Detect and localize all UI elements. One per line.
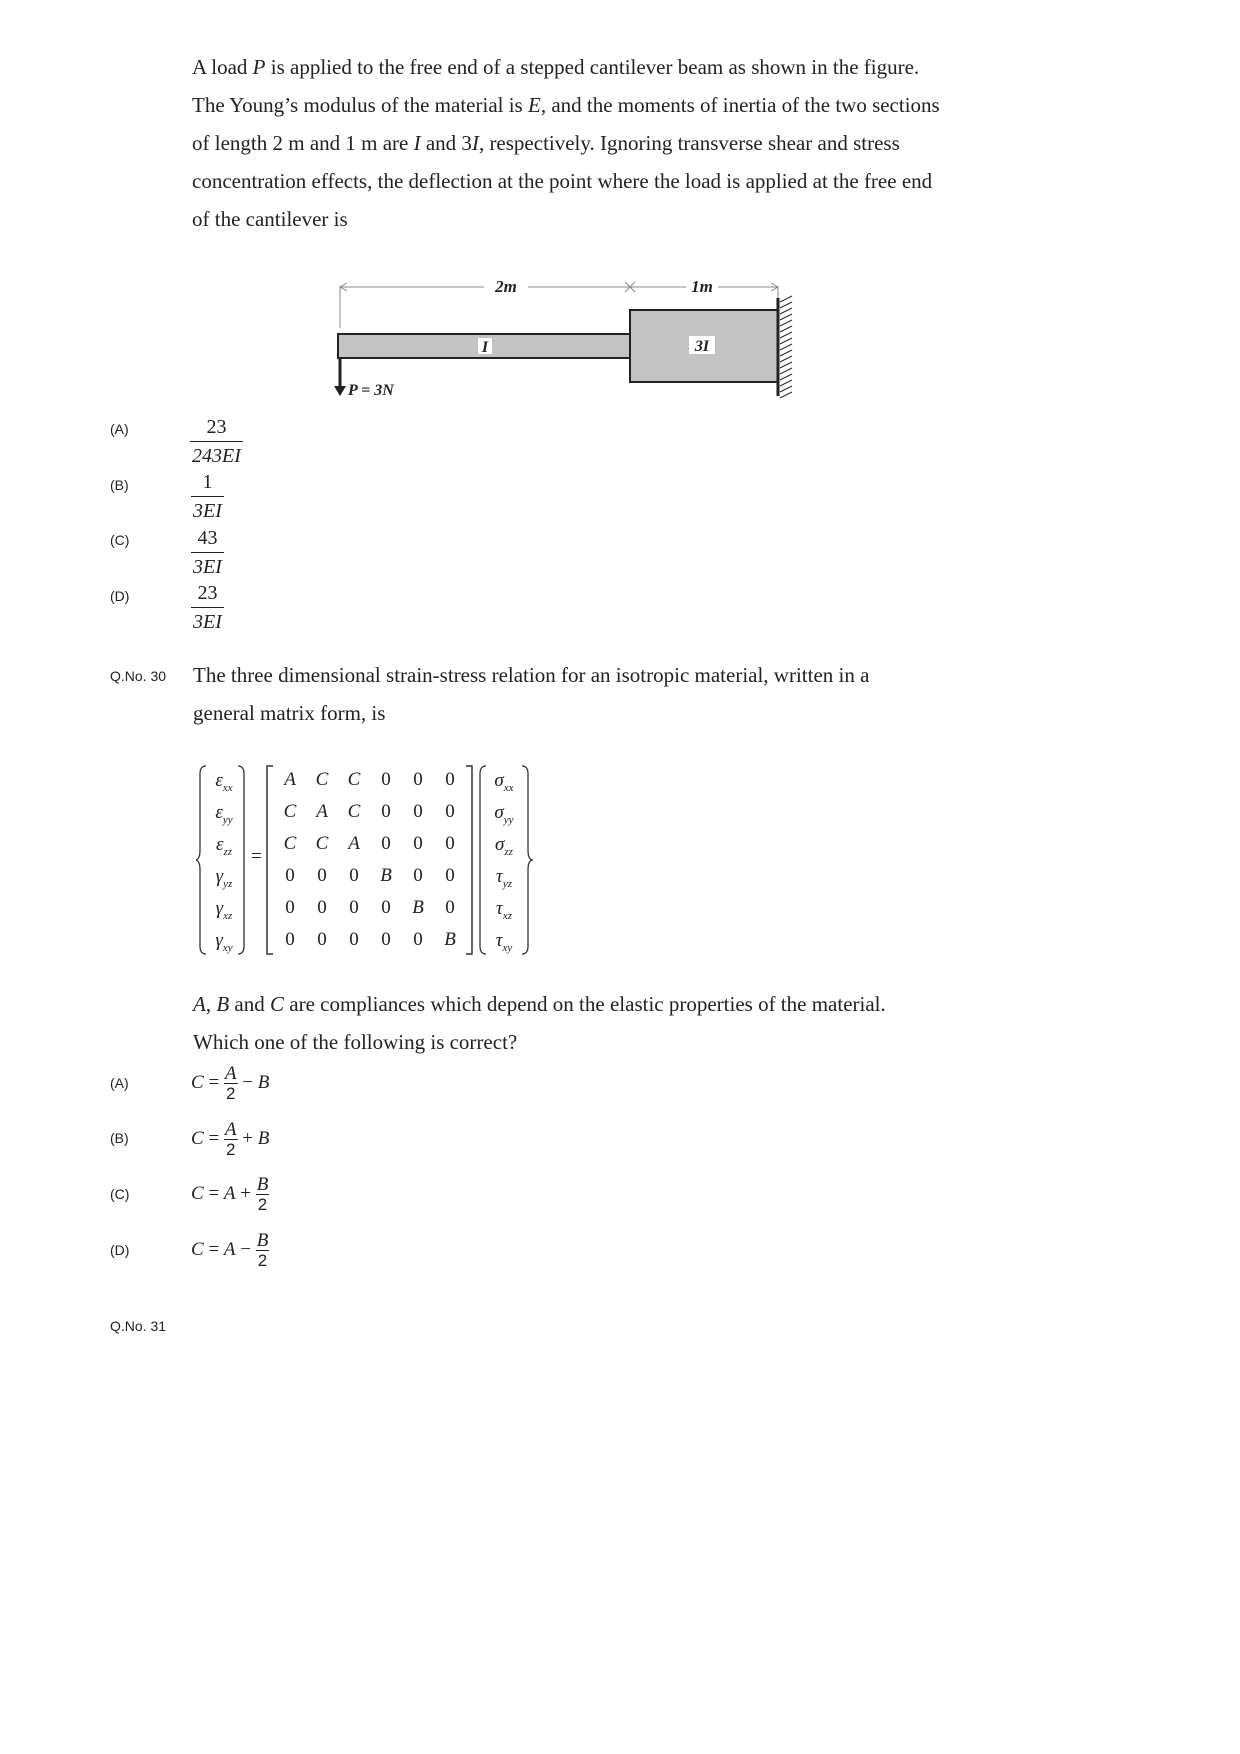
stress-vector	[484, 765, 524, 957]
matrix-row	[274, 796, 466, 828]
matrix-cell: 0	[381, 897, 391, 918]
matrix-cell: C	[347, 801, 361, 822]
q30-intro: The three dimensional strain-stress relation for an isotropic material, written in a general matrix form, is	[193, 663, 870, 725]
q30-option-a-label[interactable]: (A)	[110, 1075, 129, 1091]
matrix-row	[274, 828, 466, 860]
dim-label-1m: 1m	[691, 277, 713, 296]
matrix-cell: 0	[381, 833, 391, 854]
q31-number: Q.No. 31	[110, 1318, 167, 1334]
strain-component: $\varepsilon_{yy}$	[215, 802, 233, 826]
var-C: C	[269, 992, 284, 1016]
matrix-cell: 0	[413, 865, 423, 886]
matrix-cell: 0	[381, 769, 391, 790]
stress-component: $\tau_{yz}$	[496, 866, 512, 890]
load-label: P = 3N	[348, 382, 394, 399]
q29-text-part: and 3	[420, 131, 472, 155]
matrix-cell: A	[316, 801, 328, 822]
q29-option-b-label[interactable]: (B)	[110, 477, 129, 493]
dim-label-2m: 2m	[495, 277, 517, 296]
fraction-numerator: 1	[202, 471, 213, 493]
matrix-cell: 0	[317, 865, 327, 886]
q30-option-b-expr[interactable]: C = $\frac{A}{2}$ + B	[191, 1119, 270, 1159]
text-part: ,	[205, 992, 217, 1016]
q30-option-c-label[interactable]: (C)	[110, 1186, 130, 1202]
matrix-cell: 0	[445, 769, 455, 790]
q30-option-d-expr[interactable]: C = A − $\frac{B}{2}$	[191, 1230, 269, 1270]
q29-text-part: , and the moments of inertia of the two sections of length 2 m and 1 m are	[192, 93, 940, 155]
q29-text-var: I	[413, 131, 421, 155]
strain-component: $\gamma_{yz}$	[215, 866, 233, 890]
matrix-row	[274, 764, 466, 796]
q29-text-var: P	[252, 55, 266, 79]
fraction-denominator: 243EI	[190, 441, 243, 467]
var-A: A	[193, 992, 206, 1016]
strain-vector	[204, 765, 244, 957]
matrix-cell: 0	[285, 897, 295, 918]
compliance-matrix	[274, 764, 466, 956]
matrix-cell: B	[380, 865, 392, 886]
fraction-denominator: 3EI	[191, 496, 224, 522]
matrix-row	[274, 860, 466, 892]
matrix-row	[274, 924, 466, 956]
load-arrow-icon	[334, 386, 346, 396]
fraction-numerator: 43	[197, 527, 218, 549]
matrix-row	[274, 892, 466, 924]
cantilever-figure	[330, 268, 800, 418]
matrix-cell: 0	[349, 897, 359, 918]
fraction-denominator: 3EI	[191, 552, 224, 578]
matrix-cell: C	[283, 801, 297, 822]
q29-text-part: A load	[192, 55, 253, 79]
matrix-cell: 0	[317, 897, 327, 918]
matrix-cell: 0	[445, 897, 455, 918]
q29-option-d-label[interactable]: (D)	[110, 588, 130, 604]
section-label-I: I	[481, 339, 489, 356]
matrix-cell: 0	[413, 769, 423, 790]
matrix-cell: C	[315, 833, 329, 854]
matrix-right-bracket-icon	[466, 766, 472, 954]
section-label-3I: 3I	[694, 338, 710, 355]
fraction-denominator: 3EI	[191, 607, 224, 633]
matrix-cell: 0	[285, 865, 295, 886]
q30-after-text	[193, 985, 953, 1023]
stress-component: $\tau_{xz}$	[496, 898, 512, 922]
strain-component: $\gamma_{xz}$	[215, 898, 233, 922]
q29-option-d-fraction[interactable]	[191, 582, 224, 633]
stress-component: $\sigma_{zz}$	[495, 834, 513, 858]
strain-component: $\varepsilon_{xx}$	[215, 770, 233, 794]
q30-option-b-label[interactable]: (B)	[110, 1130, 129, 1146]
matrix-cell: A	[284, 769, 296, 790]
wall-hatching-icon	[780, 296, 792, 398]
matrix-cell: B	[412, 897, 424, 918]
strain-component: $\varepsilon_{zz}$	[215, 834, 233, 858]
q29-text-part: , respectively. Ignoring transverse shear and stress concentration effects, the deflection at the point where the load is applied at the free end of the cantilever is	[192, 131, 933, 231]
matrix-cell: C	[283, 833, 297, 854]
strain-stress-matrix	[196, 762, 536, 958]
matrix-cell: 0	[413, 929, 423, 950]
matrix-cell: 0	[349, 865, 359, 886]
strain-component: $\gamma_{xy}$	[215, 930, 233, 954]
fraction-numerator: 23	[197, 582, 218, 604]
stress-component: $\sigma_{yy}$	[494, 802, 514, 826]
q29-text-var: E	[527, 93, 541, 117]
matrix-cell: 0	[445, 801, 455, 822]
matrix-cell: 0	[349, 929, 359, 950]
q29-option-a-fraction[interactable]	[190, 416, 243, 467]
q30-question: Which one of the following is correct?	[193, 1030, 518, 1054]
q29-text	[192, 48, 942, 238]
q29-text-part: is applied to the free end of a stepped cantilever beam as shown in the figure. The Young’s modulus of the material is	[192, 55, 920, 117]
fraction-numerator: 23	[206, 416, 227, 438]
text-part: and	[229, 992, 270, 1016]
matrix-left-bracket-icon	[267, 766, 273, 954]
q29-option-c-label[interactable]: (C)	[110, 532, 130, 548]
matrix-cell: 0	[413, 833, 423, 854]
q29-option-b-fraction[interactable]	[191, 471, 224, 522]
q29-text-var: I	[471, 131, 479, 155]
stress-component: $\tau_{xy}$	[495, 930, 513, 954]
var-B: B	[216, 992, 230, 1016]
matrix-cell: 0	[381, 801, 391, 822]
text-part: are compliances which depend on the elastic properties of the material.	[284, 992, 886, 1016]
matrix-cell: C	[315, 769, 329, 790]
q29-option-c-fraction[interactable]	[191, 527, 224, 578]
matrix-cell: B	[444, 929, 456, 950]
matrix-cell: A	[348, 833, 360, 854]
matrix-cell: 0	[317, 929, 327, 950]
matrix-cell: 0	[445, 865, 455, 886]
q30-number: Q.No. 30	[110, 668, 167, 684]
matrix-cell: 0	[285, 929, 295, 950]
stress-component: $\sigma_{xx}$	[494, 770, 514, 794]
q30-option-d-label[interactable]: (D)	[110, 1242, 130, 1258]
q30-option-a-expr[interactable]: C = $\frac{A}{2}$ − B	[191, 1063, 270, 1103]
q29-option-a-label[interactable]: (A)	[110, 421, 129, 437]
q30-option-c-expr[interactable]: C = A + $\frac{B}{2}$	[191, 1174, 269, 1214]
matrix-cell: 0	[445, 833, 455, 854]
equals-sign: =	[251, 846, 262, 867]
matrix-cell: 0	[381, 929, 391, 950]
matrix-cell: 0	[413, 801, 423, 822]
matrix-cell: C	[347, 769, 361, 790]
